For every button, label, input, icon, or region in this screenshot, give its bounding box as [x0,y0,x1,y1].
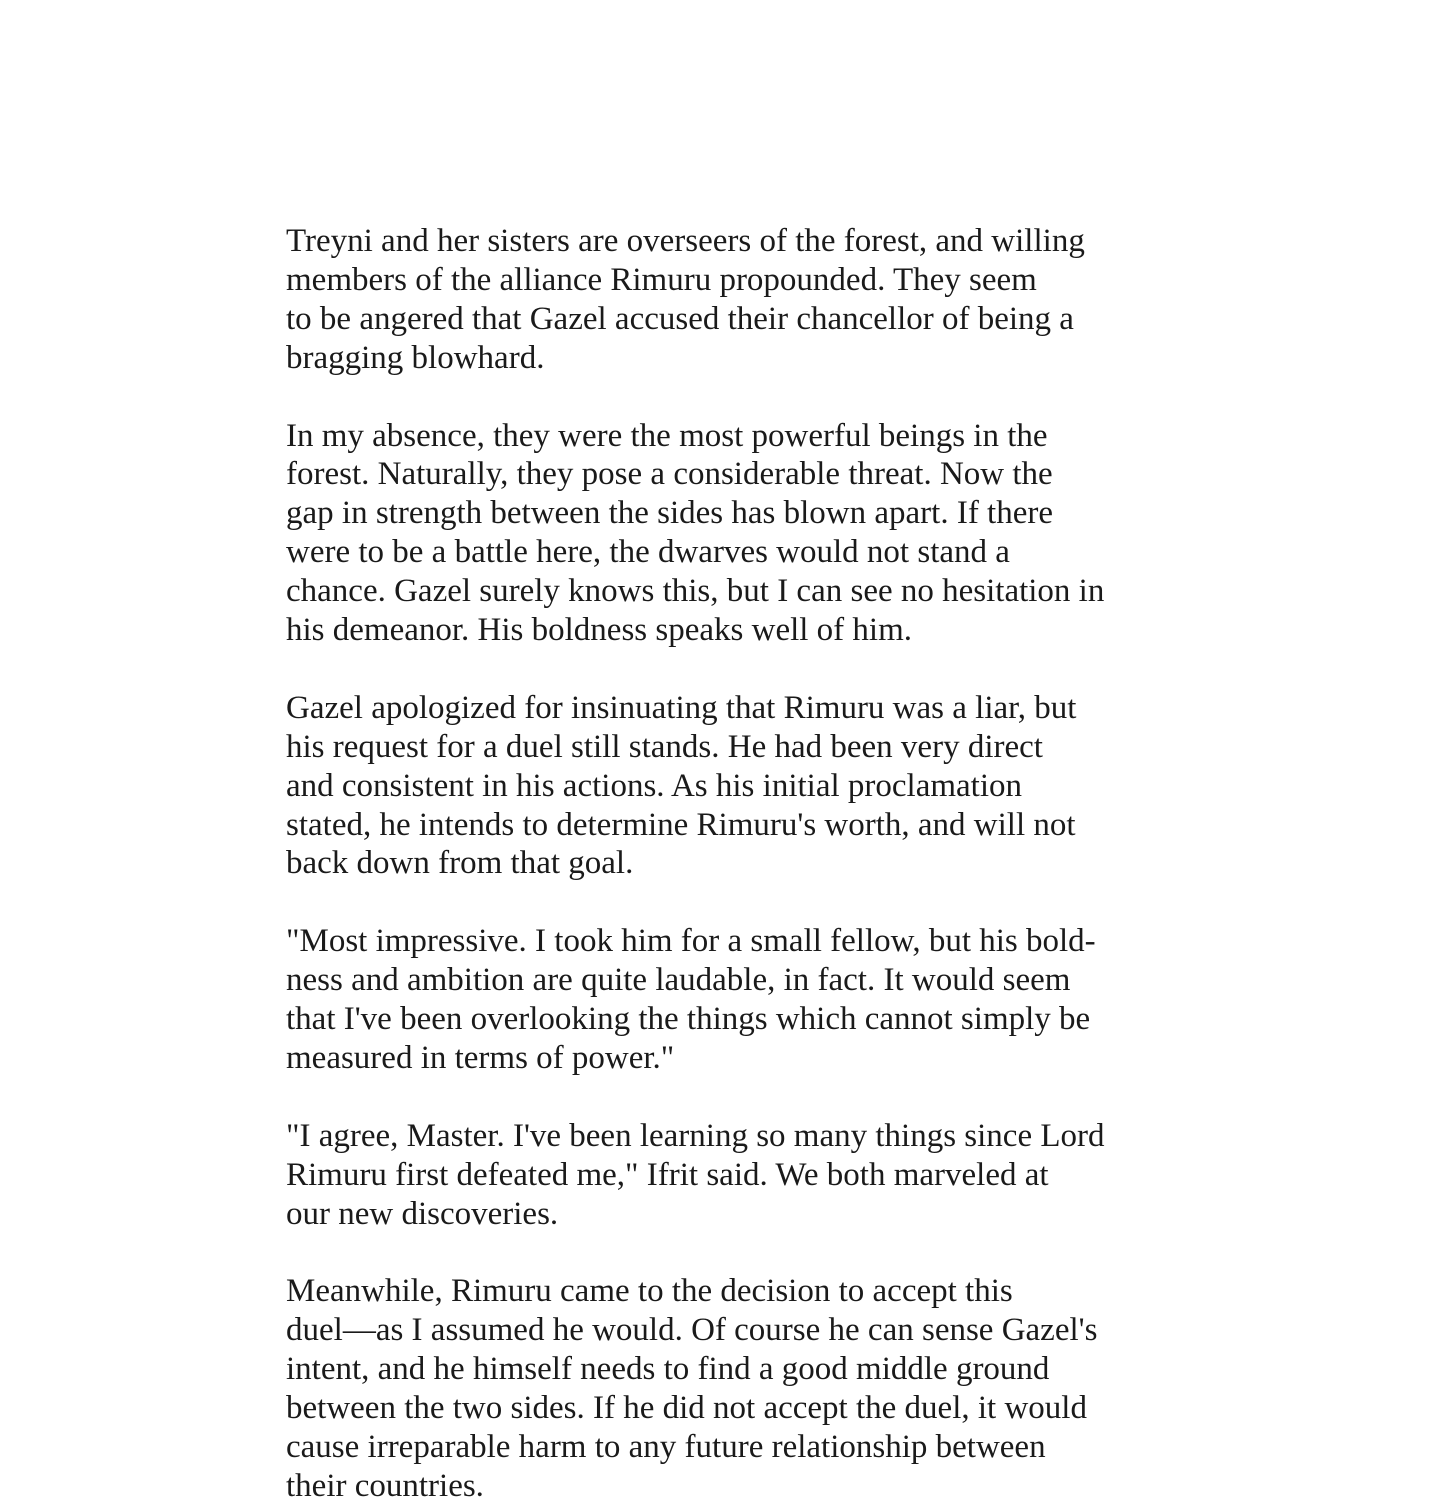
text-line: Rimuru first defeated me," Ifrit said. We both marveled at [286,1156,1049,1193]
paragraph-4 [286,922,1166,1078]
text-line: cause irreparable harm to any future relationship between [286,1429,1046,1466]
text-line: "I agree, Master. I've been learning so many things since Lord [286,1117,1105,1154]
text-line: our new discoveries. [286,1195,559,1232]
text-line: "Most impressive. I took him for a small fellow, but his bold- [286,923,1096,960]
text-line: that I've been overlooking the things which cannot simply be [286,1001,1091,1038]
text-line: between the two sides. If he did not accept the duel, it would [286,1390,1087,1427]
text-line: Gazel apologized for insinuating that Rimuru was a liar, but [286,689,1077,726]
text-line: ness and ambition are quite laudable, in fact. It would seem [286,962,1071,999]
paragraph-2 [286,417,1166,650]
text-line: and consistent in his actions. As his initial proclamation [286,767,1022,804]
paragraph-6 [286,1272,1166,1500]
text-line: their countries. [286,1467,484,1500]
text-line: In my absence, they were the most powerful beings in the [286,417,1048,454]
text-line: to be angered that Gazel accused their chancellor of being a [286,300,1074,337]
paragraph-5 [286,1117,1166,1234]
text-line: back down from that goal. [286,845,634,882]
text-line: intent, and he himself needs to find a good middle ground [286,1351,1050,1388]
text-line: Treyni and her sisters are overseers of the forest, and willing [286,223,1085,259]
text-line: bragging blowhard. [286,339,545,376]
body-text [286,222,1166,1500]
text-line: gap in strength between the sides has blown apart. If there [286,495,1054,532]
text-line: forest. Naturally, they pose a considerable threat. Now the [286,456,1053,493]
paragraph-1 [286,222,1166,378]
text-line: measured in terms of power." [286,1039,675,1076]
paragraph-3 [286,689,1166,884]
text-line: stated, he intends to determine Rimuru's worth, and will not [286,806,1076,843]
text-line: his demeanor. His boldness speaks well of him. [286,612,913,649]
text-line: were to be a battle here, the dwarves would not stand a [286,534,1010,571]
text-line: duel—as I assumed he would. Of course he can sense Gazel's [286,1312,1098,1349]
text-line: his request for a duel still stands. He had been very direct [286,728,1043,765]
text-line: chance. Gazel surely knows this, but I can see no hesitation in [286,573,1105,610]
text-line: Meanwhile, Rimuru came to the decision to accept this [286,1273,1013,1310]
text-line: members of the alliance Rimuru propounded. They seem [286,261,1037,298]
